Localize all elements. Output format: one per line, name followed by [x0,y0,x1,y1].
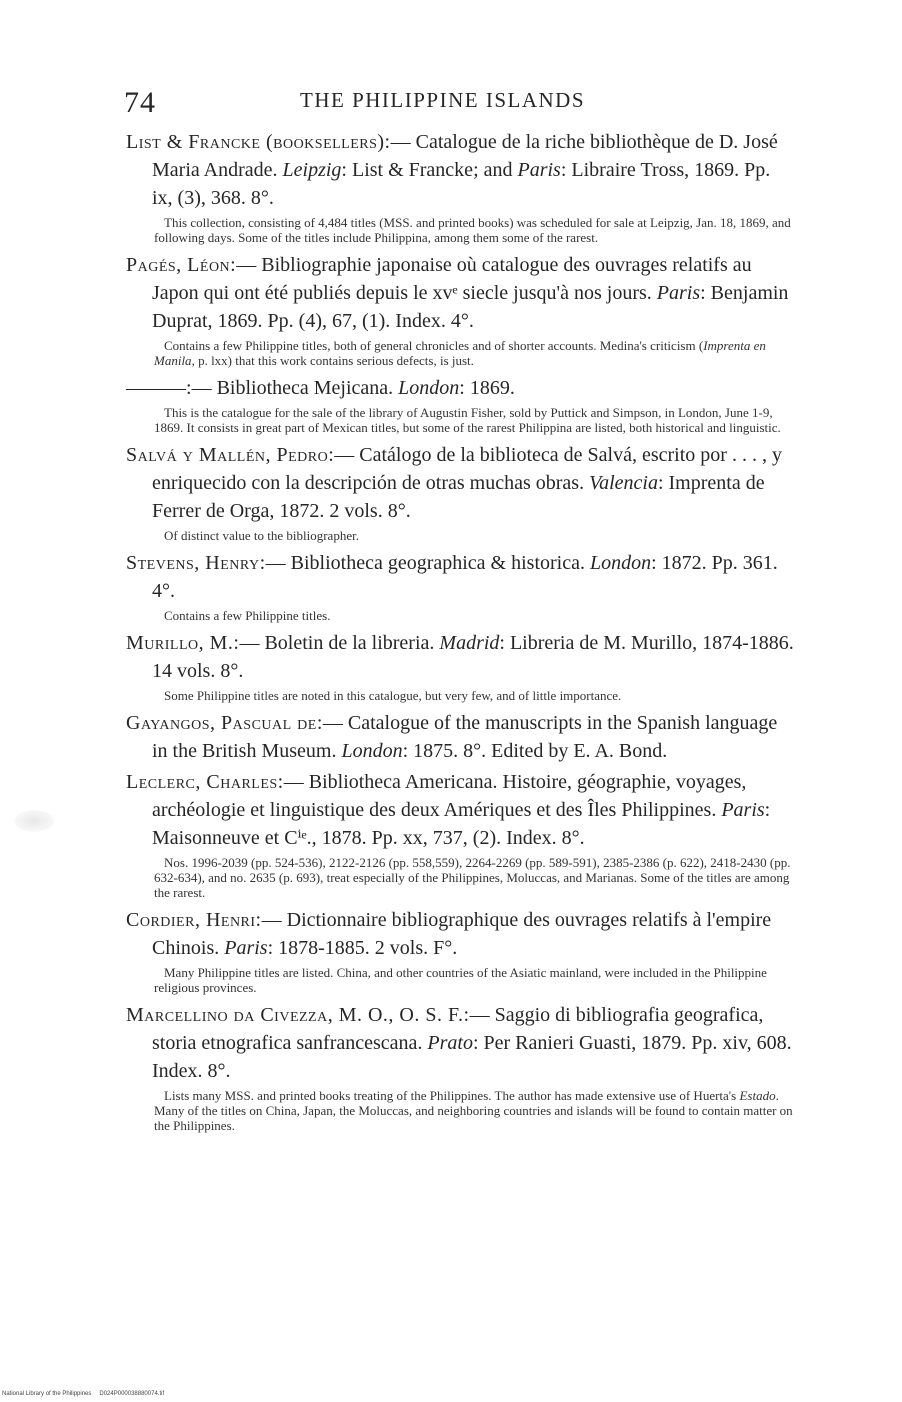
citation [126,549,794,605]
bibliography-entry [126,1001,794,1133]
bibliography-entry [126,709,794,765]
entry-title: — Dictionnaire bibliographique des ouvrages relatifs à l'empire Chinois. [152,909,772,959]
entry-title: — Bibliotheca Mejicana. [191,377,394,399]
running-title: THE PHILIPPINE ISLANDS [300,88,585,112]
entry-title: — Catalogue de la riche bibliothèque de D. José Maria Andrade. [152,131,778,181]
citation [126,629,794,685]
entry-author: Gayangos, Pascual de: [126,712,323,734]
entry-details: : Libraire Tross, 1869. Pp. ix, (3), 368. 8°. [152,159,771,209]
note-text: Contains a few Philippine titles, both of general chronicles and of shorter accounts. Medina's criticism ( [164,338,704,353]
citation [126,251,794,335]
entry-publisher: : 1872. Pp. 361. 4°. [152,552,778,602]
entry-title: — Boletin de la libreria. [239,632,435,654]
entry-title: — Catálogo de la biblioteca de Salvá, escrito por . . . , y enriquecido con la descripción de otras muchas obras. [152,444,782,494]
entry-title: — Catalogue of the manuscripts in the Spanish language in the British Museum. [152,712,778,762]
citation [126,374,794,402]
entry-note [126,1088,794,1133]
entry-note: This is the catalogue for the sale of the library of Augustin Fisher, sold by Puttick and Simpson, in London, June 1-9, 1869. It consists in great part of Mexican titles, but some of the rarest Philippina are listed, both historical and linguistic. [154,405,781,435]
entry-publisher: : 1878-1885. 2 vols. F°. [267,937,458,959]
note-italic-title: Imprenta en Manila [154,338,766,368]
entry-note: Nos. 1996-2039 (pp. 524-536), 2122-2126 (pp. 558,559), 2264-2269 (pp. 589-591), 2385-2386 (p. 622), 2418-2430 (pp. 632-634), and no. 2635 (p. 693), treat especially of the Philippines, Moluccas, and Marianas. Some of the titles are among the rarest. [154,855,791,900]
entry-place: London [341,740,403,762]
bibliography-entry [126,768,794,900]
note-text: . Many of the titles on China, Japan, the Moluccas, and neighboring countries and islands will be found to contain matter on the Philippines. [154,1088,793,1133]
paper-smudge [14,810,54,832]
entry-author: Pagés, Léon: [126,254,237,276]
note-italic-title: Estado [739,1088,776,1103]
bibliography-entries [126,128,794,1139]
scan-footer [2,1391,164,1397]
note-text: Lists many MSS. and printed books treating of the Philippines. The author has made extensive use of Huerta's [164,1088,740,1103]
page-number: 74 [124,86,156,119]
entry-place: Paris [656,282,701,304]
entry-publisher: : Benjamin Duprat, 1869. Pp. (4), 67, (1). Index. 4°. [152,282,789,332]
entry-author: List & Francke (booksellers): [126,131,391,153]
entry-place-2: Paris [517,159,561,181]
entry-note: This collection, consisting of 4,484 titles (MSS. and printed books) was scheduled for sale at Leipzig, Jan. 18, 1869, and following days. Some of the titles include Philippina, among them some of the rarest. [154,215,791,245]
entry-place: Paris [721,799,765,821]
entry-author: Leclerc, Charles: [126,771,284,793]
bibliography-entry [126,906,794,995]
footer-identifier: D024P000038880074.tif [99,1391,165,1397]
entry-note: Some Philippine titles are noted in this catalogue, but very few, and of little importance. [164,688,622,703]
entry-title: — Bibliotheca geographica & historica. [265,552,585,574]
entry-publisher: : List & Francke; and [341,159,513,181]
entry-publisher: : Libreria de M. Murillo, 1874-1886. 14 vols. 8°. [152,632,794,682]
citation [126,709,794,765]
entry-publisher: : 1875. 8°. Edited by E. A. Bond. [402,740,668,762]
entry-note: Of distinct value to the bibliographer. [164,528,359,543]
entry-author: Stevens, Henry: [126,552,266,574]
entry-author: Murillo, M.: [126,632,240,654]
citation [126,441,794,525]
entry-publisher: : Maisonneuve et Cⁱᵉ., 1878. Pp. xx, 737, (2). Index. 8°. [152,799,771,849]
bibliography-entry [126,374,794,435]
entry-place: Prato [427,1032,473,1054]
entry-author: Cordier, Henri: [126,909,262,931]
bibliography-entry [126,629,794,703]
entry-place: London [589,552,652,574]
entry-publisher: : Per Ranieri Guasti, 1879. Pp. xiv, 608. Index. 8°. [152,1032,792,1082]
entry-place: Leipzig [282,159,342,181]
bibliography-entry [126,251,794,368]
entry-author: Salvá y Mallén, Pedro: [126,444,335,466]
entry-place: Valencia [589,472,658,494]
entry-note: Contains a few Philippine titles. [164,608,331,623]
footer-library: National Library of the Philippines [2,1391,92,1397]
entry-place: London [398,377,460,399]
bibliography-entry [126,441,794,543]
entry-title: — Bibliographie japonaise où catalogue des ouvrages relatifs au Japon qui ont été publiés depuis le xvᵉ siecle jusqu'à nos jours. [152,254,752,304]
citation [126,1001,794,1085]
entry-publisher: : 1869. [459,377,515,399]
entry-note: Many Philippine titles are listed. China, and other countries of the Asiatic mainland, were included in the Philippine religious provinces. [154,965,767,995]
entry-title: — Bibliotheca Americana. Histoire, géographie, voyages, archéologie et linguistique des deux Amériques et des Îles Philippines. [152,771,747,821]
page-header [0,86,902,126]
citation [126,906,794,962]
entry-place: Madrid [439,632,500,654]
entry-note [126,338,794,368]
entry-author: Marcellino da Civezza, M. O., O. S. F.: [126,1004,470,1026]
entry-publisher: : Imprenta de Ferrer de Orga, 1872. 2 vols. 8°. [152,472,765,522]
bibliography-entry [126,549,794,623]
note-text: , p. lxx) that this work contains serious defects, is just. [191,353,474,368]
entry-author-repeat: ———: [126,377,192,399]
citation [126,128,794,212]
bibliography-entry [126,128,794,245]
entry-title: — Saggio di bibliografia geografica, storia etnografica sanfrancescana. [152,1004,764,1054]
entry-place: Paris [224,937,268,959]
citation [126,768,794,852]
